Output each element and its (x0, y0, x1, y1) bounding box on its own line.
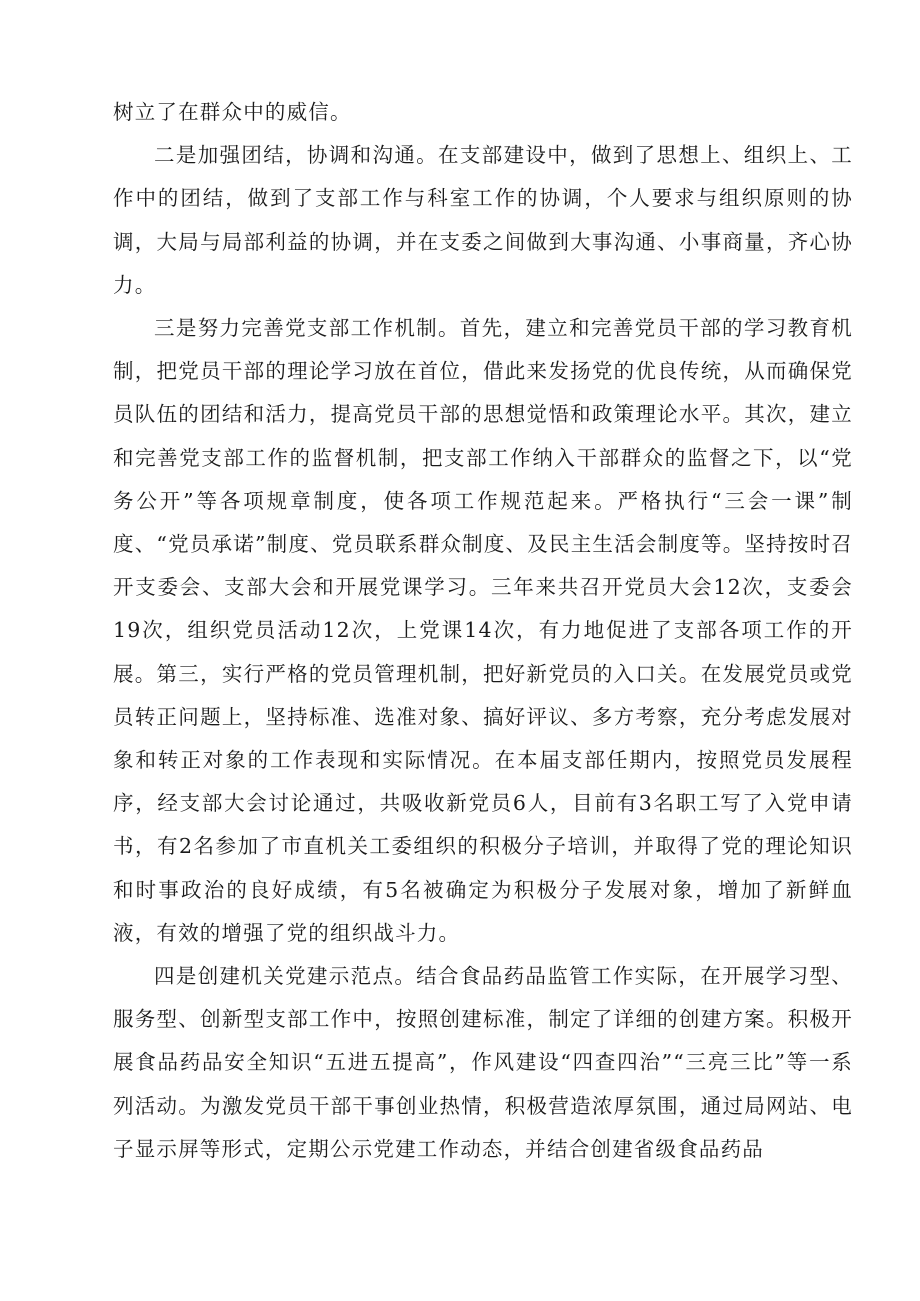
document-body (113, 91, 853, 1171)
paragraph-unity-coordination: 二是加强团结，协调和沟通。在支部建设中，做到了思想上、组织上、工作中的团结，做到了支部工作与科室工作的协调，个人要求与组织原则的协调，大局与局部利益的协调，并在支委之间做到大事沟通、小事商量，齐心协力。 (113, 143, 853, 297)
paragraph-continuation: 树立了在群众中的威信。 (113, 100, 352, 124)
paragraph-demonstration-point: 四是创建机关党建示范点。结合食品药品监管工作实际，在开展学习型、服务型、创新型支部工作中，按照创建标准，制定了详细的创建方案。积极开展食品药品安全知识“五进五提高”，作风建设“四查四治”“三亮三比”等一系列活动。为激发党员干部干事创业热情，积极营造浓厚氛围，通过局网站、电子显示屏等形式，定期公示党建工作动态，并结合创建省级食品药品 (113, 964, 853, 1161)
paragraph-work-mechanism: 三是努力完善党支部工作机制。首先，建立和完善党员干部的学习教育机制，把党员干部的理论学习放在首位，借此来发扬党的优良传统，从而确保党员队伍的团结和活力，提高党员干部的思想觉悟和政策理论水平。其次，建立和完善党支部工作的监督机制，把支部工作纳入干部群众的监督之下，以“党务公开”等各项规章制度，使各项工作规范起来。严格执行“三会一课”制度、“党员承诺”制度、党员联系群众制度、及民主生活会制度等。坚持按时召开支委会、支部大会和开展党课学习。三年来共召开党员大会12次，支委会19次，组织党员活动12次，上党课14次，有力地促进了支部各项工作的开展。第三，实行严格的党员管理机制，把好新党员的入口关。在发展党员或党员转正问题上，坚持标准、选准对象、搞好评议、多方考察，充分考虑发展对象和转正对象的工作表现和实际情况。在本届支部任期内，按照党员发展程序，经支部大会讨论通过，共吸收新党员6人，目前有3名职工写了入党申请书，有2名参加了市直机关工委组织的积极分子培训，并取得了党的理论知识和时事政治的良好成绩，有5名被确定为积极分子发展对象，增加了新鲜血液，有效的增强了党的组织战斗力。 (113, 316, 853, 945)
